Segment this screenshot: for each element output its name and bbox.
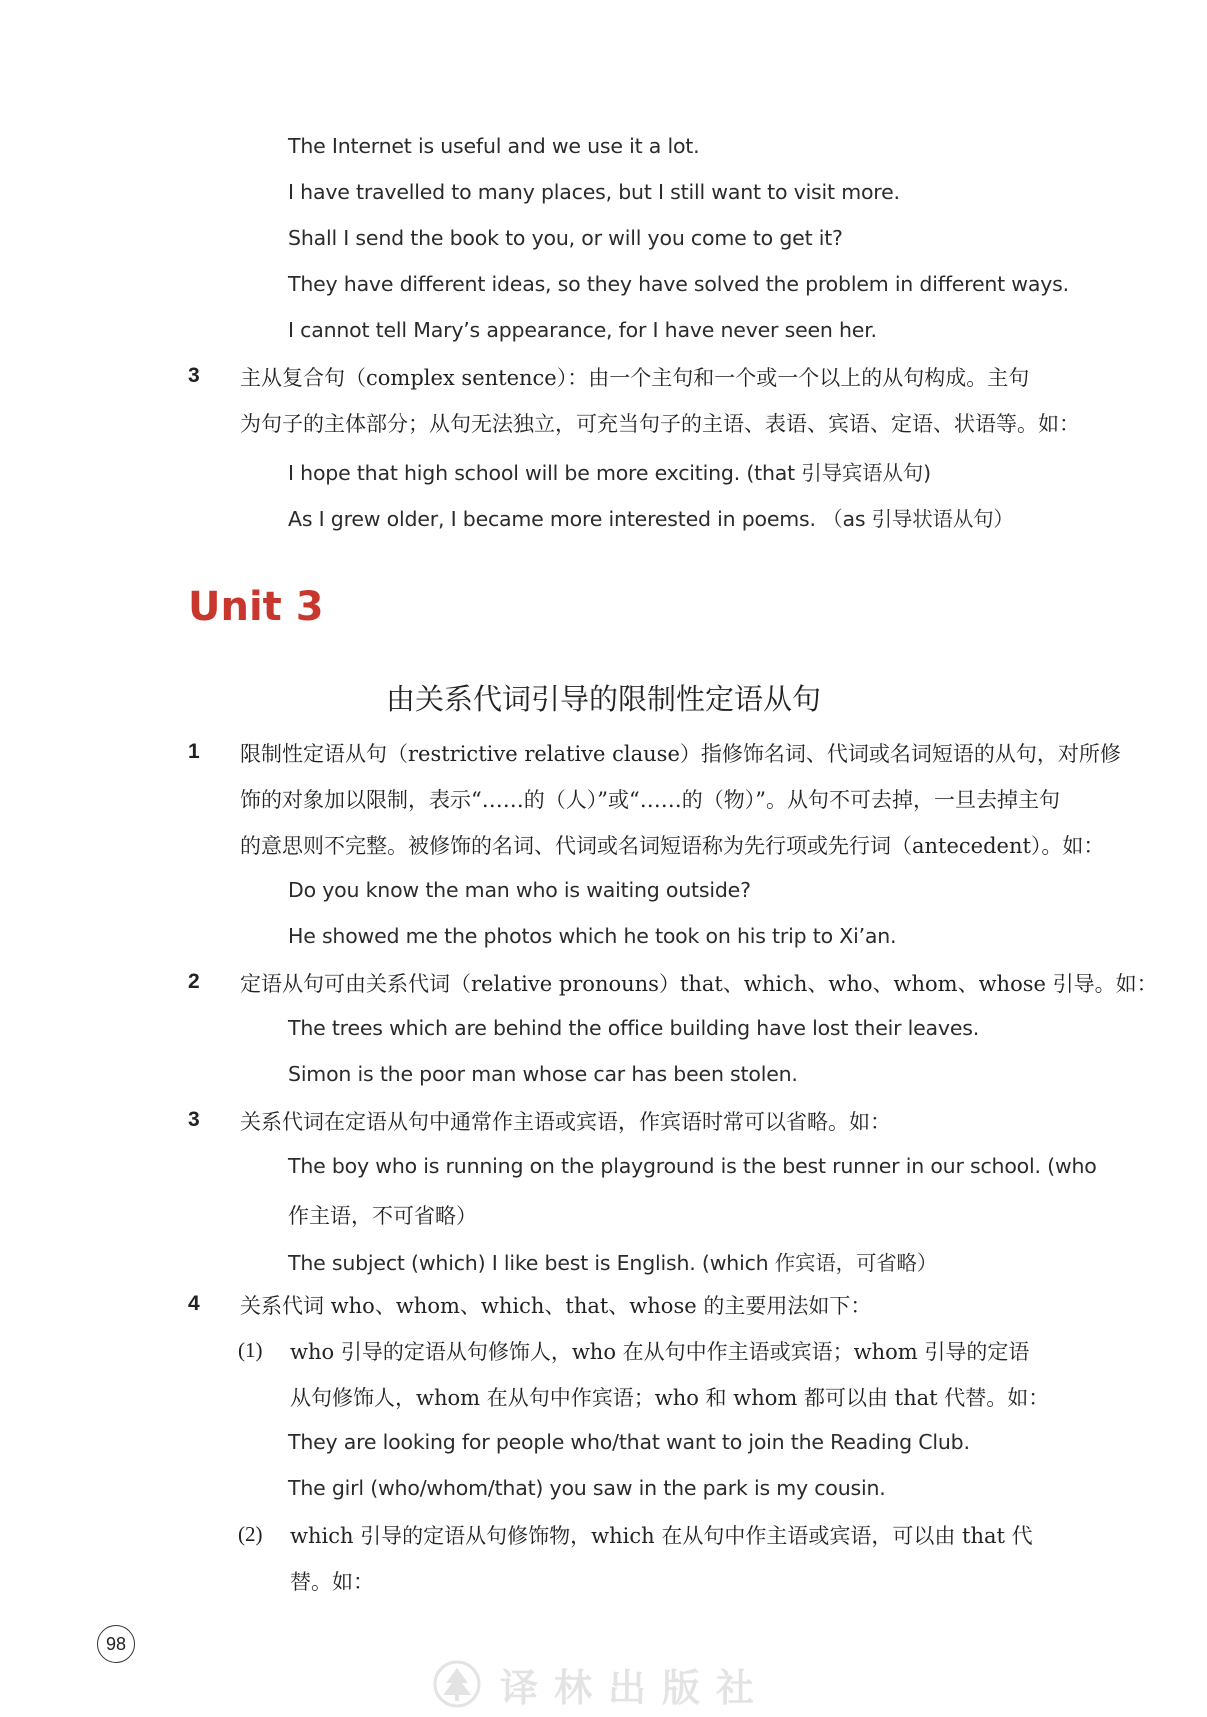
rule-text-line: 为句子的主体部分；从句无法独立，可充当句子的主语、表语、宾语、定语、状语等。如： (240, 412, 1080, 436)
subitem-text-line: 从句修饰人，whom 在从句中作宾语；who 和 whom 都可以由 that 代替。如： (290, 1386, 1050, 1410)
example-sentence: They are looking for people who/that want to join the Reading Club. (288, 1430, 970, 1454)
example-sentence: As I grew older, I became more interested in poems. （as 引导状语从句） (288, 507, 1014, 531)
example-sentence: Shall I send the book to you, or will you come to get it? (288, 226, 843, 250)
rule-text-line: 关系代词在定语从句中通常作主语或宾语，作宾语时常可以省略。如： (240, 1110, 891, 1134)
item-number: 3 (188, 1108, 200, 1131)
unit-title: Unit 3 (188, 584, 324, 630)
example-sentence: The subject (which) I like best is English. (which 作宾语，可省略） (288, 1251, 938, 1275)
subitem-text-line: 替。如： (290, 1570, 374, 1594)
example-sentence: Do you know the man who is waiting outside? (288, 878, 751, 902)
item-number: 1 (188, 740, 200, 763)
publisher-logo-icon (432, 1659, 482, 1709)
example-sentence: I hope that high school will be more exciting. (that 引导宾语从句) (288, 461, 931, 485)
item-number: 4 (188, 1292, 200, 1315)
example-sentence: The Internet is useful and we use it a lot. (288, 134, 700, 158)
example-note: 作主语，不可省略） (288, 1204, 477, 1228)
item-number: 2 (188, 970, 200, 993)
section-title: 由关系代词引导的限制性定语从句 (385, 682, 821, 716)
subitem-label: (1) (238, 1338, 263, 1362)
example-sentence: I cannot tell Mary’s appearance, for I have never seen her. (288, 318, 877, 342)
page-number: 98 (97, 1625, 135, 1663)
item-number: 3 (188, 364, 200, 387)
publisher-watermark (432, 1656, 770, 1712)
rule-text-line: 主从复合句（complex sentence）：由一个主句和一个或一个以上的从句构成。主句 (240, 366, 1030, 390)
example-sentence: They have different ideas, so they have solved the problem in different ways. (288, 272, 1069, 296)
rule-text-line: 饰的对象加以限制，表示“……的（人）”或“……的（物）”。从句不可去掉，一旦去掉主句 (240, 788, 1060, 812)
rule-text-line: 限制性定语从句（restrictive relative clause）指修饰名词、代词或名词短语的从句，对所修 (240, 742, 1121, 766)
example-sentence: The trees which are behind the office building have lost their leaves. (288, 1016, 980, 1040)
example-sentence: Simon is the poor man whose car has been stolen. (288, 1062, 798, 1086)
subitem-label: (2) (238, 1522, 263, 1546)
example-sentence: I have travelled to many places, but I still want to visit more. (288, 180, 900, 204)
rule-text-line: 的意思则不完整。被修饰的名词、代词或名词短语称为先行项或先行词（antecedent）。如： (240, 834, 1105, 858)
publisher-name: 译林出版社 (500, 1664, 771, 1710)
subitem-text-line: who 引导的定语从句修饰人，who 在从句中作主语或宾语；whom 引导的定语 (290, 1340, 1030, 1364)
example-sentence: The girl (who/whom/that) you saw in the park is my cousin. (288, 1476, 886, 1500)
subitem-text-line: which 引导的定语从句修饰物，which 在从句中作主语或宾语，可以由 that 代 (290, 1524, 1033, 1548)
example-sentence: The boy who is running on the playground is the best runner in our school. (who (288, 1154, 1097, 1178)
rule-text-line: 定语从句可由关系代词（relative pronouns）that、which、who、whom、whose 引导。如： (240, 972, 1158, 996)
example-sentence: He showed me the photos which he took on his trip to Xi’an. (288, 924, 897, 948)
rule-text-line: 关系代词 who、whom、which、that、whose 的主要用法如下： (240, 1294, 872, 1318)
